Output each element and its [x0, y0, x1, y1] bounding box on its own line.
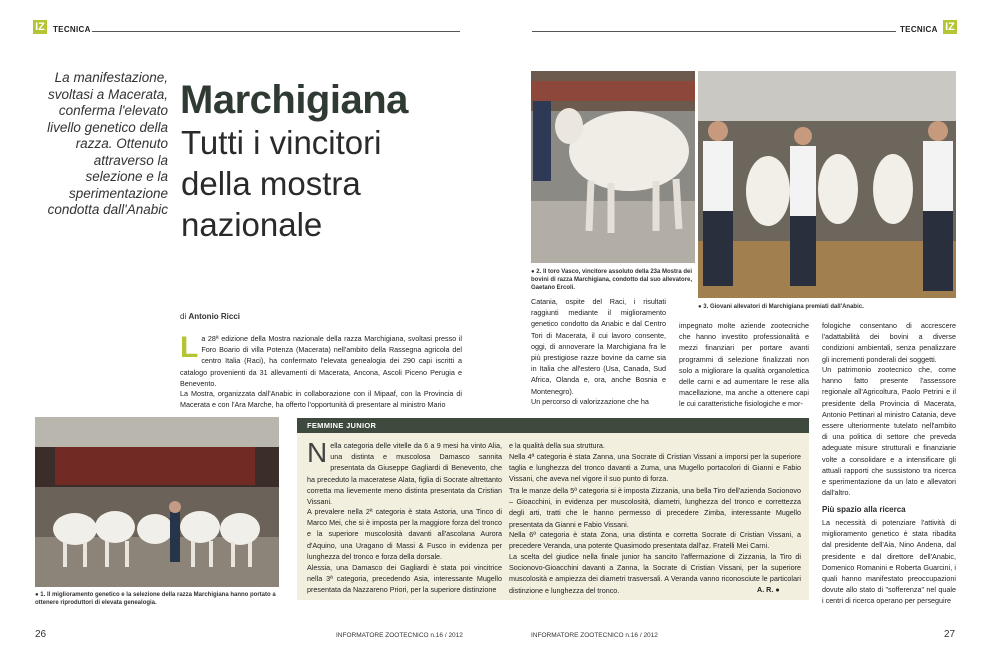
- box-col1c: Alessia, una Damasco dei Gagliardi è stata poi vincitrice nella 3ª categoria, precedendo Asia, interessante Mugello presentata da Nazzareno Priori, per la superiore distinzione: [307, 563, 502, 595]
- article-col3: impegnato molte aziende zootecniche che hanno investito professionalità e mezzi finanziari per portare avanti programmi di selezione finalizzati non solo a migliorare la qualità organolettica delle carni e ad aumentare le rese alla macellazione, ma anche a ottenere capi le cui caratteristiche fisiologiche e mor-: [679, 321, 809, 409]
- article-subtitle-line2: della mostra: [181, 165, 361, 202]
- page-number-right: 27: [944, 629, 956, 640]
- box-col2e: La scelta del giudice nella finale junior ha sancito l'affermazione di Zizzania, la Tiro di Socionovo-Gioacchini davanti a Zanna, la Socrate di Cristian Vissani, per la superiore muscolosità e ampiezza dei diametri trasversali. A Veranda vanno riconosciute le particolari distinzione e lunghezza del tronco.: [509, 552, 801, 595]
- byline-author: Antonio Ricci: [188, 312, 241, 321]
- header-rule-left: [92, 31, 460, 32]
- photo-cattle-show: [35, 417, 279, 587]
- article-col4: fologiche consentano di accrescere l'adattabilità dei bovini a diverse condizioni ambientali, senza penalizzare gli incrementi ponderali dei soggetti.: [822, 321, 956, 364]
- sidebar-box: [297, 418, 809, 600]
- byline: [180, 312, 240, 321]
- byline-prefix: di: [180, 312, 187, 321]
- photo-young-breeders: [698, 71, 956, 298]
- box-col2: e la qualità della sua struttura.: [509, 441, 605, 450]
- caption-photo-3: ● 3. Giovani allevatori di Marchigiana premiati dall'Anabic.: [698, 304, 864, 310]
- article-col4-research: La necessità di potenziare l'attività di miglioramento genetico è stata ribadita dal presidente dell'Aia, Nino Andena, dal presidente e dal direttore dell'Anabic, Domenico Romanini e Roberta Guarcini, i quali hanno manifestato preoccupazioni dovute allo stato di "sofferenza" nel quale i centri di ricerca operano per perseguire: [822, 518, 956, 606]
- article-p1: a 28ª edizione della Mostra nazionale della razza Marchigiana, svoltasi presso il Foro Boario di villa Potenza (Macerata) nell'ambito della Rassegna agricola del centro Italia (Raci), ha confermato l'elevata genealogia dei 290 capi iscritti a catalogo provenienti da 31 allevamenti di Macerata, Ancona, Ascoli Piceno Perugia e Benevento.: [180, 334, 462, 388]
- caption-photo-1: ● 1. Il miglioramento genetico e la selezione della razza Marchigiana hanno portato a ottenere riproduttori di elevata genealogia.: [35, 592, 276, 606]
- header-rule-right: [532, 31, 896, 32]
- box-drop-cap: N: [307, 437, 328, 468]
- box-heading: FEMMINE JUNIOR: [297, 418, 809, 433]
- article-subtitle-line1: Tutti i vincitori: [181, 124, 382, 161]
- box-col1: [307, 437, 502, 507]
- box-col2d: Nella 6ª categoria è stata Zona, una distinta e corretta Socrate di Cristian Vissani, a precedere Veranda, una potente Quasimodo presentata dall'az. Fratelli Mei Carni.: [509, 530, 801, 551]
- photo-bull-vasco: [531, 71, 695, 263]
- box-col1b: A prevalere nella 2ª categoria è stata Astoria, una Tinco di Marco Mei, che si è imposta per la maggiore forza del tronco e la superiore muscolosità davanti all'ascolana Aurora d'Aquino, una Uragano di Massi & Fusco in evidenza per lunghezza del tronco e forza della dorsale.: [307, 507, 502, 561]
- article-subtitle-line3: nazionale: [181, 206, 323, 243]
- box-col1-text: ella categoria delle vitelle da 6 a 9 mesi ha vinto Alia, una distinta e muscolosa Damasco sannita presentata da Giuseppe Gagliardi di Benevento, che ha preceduto la maceratese Alata, figlia di Socrate altrettanto corretta ma lievemente meno distinta presentata da Cristian Vissani.: [307, 441, 502, 507]
- footer-magazine-left: INFORMATORE ZOOTECNICO n.16 / 2012: [336, 632, 463, 639]
- magazine-logo-left: IZ: [33, 20, 47, 34]
- page-number-left: 26: [35, 629, 47, 640]
- drop-cap: L: [180, 331, 199, 364]
- article-title: Marchigiana: [180, 78, 408, 122]
- magazine-logo-right: IZ: [943, 20, 957, 34]
- section-label-right: TECNICA: [900, 25, 938, 34]
- footer-magazine-right: INFORMATORE ZOOTECNICO n.16 / 2012: [531, 632, 658, 639]
- intro-text: La manifestazione, svoltasi a Macerata, conferma l'elevato livello genetico della razza. Ottenuto attraverso la selezione e la sperimentazione condotta dall'Anabic: [47, 70, 168, 217]
- article-col2: Catania, ospite del Raci, i risultati raggiunti mediante il miglioramento genetico condotto da Anabic e dal Centro Tori di Macerata, il cui lavoro consente, oggi, di annoverare la Marchigiana fra le più prestigiose razze bovine da carne sia in Italia che all'estero (Usa, Canada, Sud Africa, Olanda e, ora, anche Bosnia e Montenegro).: [531, 297, 666, 396]
- article-col4-cont: Un patrimonio zootecnico che, come hanno fatto presente l'assessore regionale all'Agricoltura, Paolo Petrini e il presidente della Provincia di Macerata, Antonio Pettinari al ministro Catania, deve essere ulteriormente tutelato nell'ambito di una politica di settore che preveda adeguate misure strutturali e finanziarie volte a consolidare e a intensificare gli attuali rapporti che sussistono tra ricerca e sperimentazione da un lato e allevatori dall'altro.: [822, 365, 956, 498]
- box-col2b: Nella 4ª categoria è stata Zanna, una Socrate di Cristian Vissani a imporsi per la superiore taglia e lunghezza del tronco davanti a Zuma, una Mugello portacolori di Gianni e Fabio Vissani, che aveva nel vigore il suo punto di forza.: [509, 452, 801, 484]
- subhead-research: Più spazio alla ricerca: [822, 505, 906, 514]
- box-col2c: Tra le manze della 5ª categoria si è imposta Zizzania, una bella Tiro dell'azienda Socionovo – Gioacchini, in evidenza per muscolosità, diametri, lunghezza del tronco e correttezza degli arti, tratti che le hanno permesso di precedere Zimba, interessante Mugello presentata da Gianni e Fabio Vissani.: [509, 486, 801, 529]
- article-intro-paragraph: [180, 333, 462, 389]
- article-p2: La Mostra, organizzata dall'Anabic in collaborazione con il Mipaaf, con la Provincia di Macerata e con l'Ara Marche, ha offerto l'opportunità di presentare al ministro Mario: [180, 389, 462, 410]
- box-signature: A. R. ●: [757, 585, 780, 594]
- article-col2-cont: Un percorso di valorizzazione che ha: [531, 397, 649, 406]
- caption-photo-2: ● 2. Il toro Vasco, vincitore assoluto della 23a Mostra dei bovini di razza Marchigiana, condotto dal suo allevatore, Gaetano Ercoli.: [531, 269, 693, 291]
- section-label-left: TECNICA: [53, 25, 91, 34]
